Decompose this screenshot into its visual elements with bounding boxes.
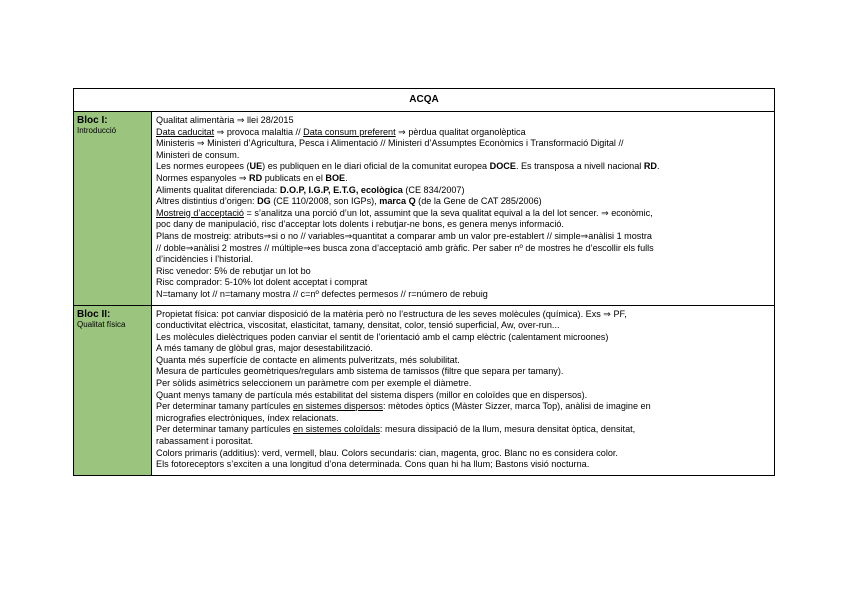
text-span: : mesura dissipació de la llum, mesura densitat òptica, densitat, (379, 424, 636, 435)
text-line: Les molècules dielèctriques poden canviar el sentit de l’orientació amb el camp elèctric (calentament microones) (156, 331, 609, 342)
text-span: publicats en el (262, 172, 326, 183)
bloc-2-row (74, 305, 775, 475)
text-line: Risc venedor: 5% de rebutjar un lot bo (156, 265, 311, 276)
text-span: . (345, 172, 348, 183)
underlined-term: en sistemes dispersos (292, 401, 383, 412)
text-line: A més tamany de glòbul gras, major desestabilització. (156, 343, 373, 354)
text-line (156, 196, 768, 208)
underlined-term: Data consum preferent (303, 126, 396, 137)
text-line: Quanta més superfície de contacte en aliments pulveritzats, més solubilitat. (156, 354, 460, 365)
text-line (156, 185, 768, 197)
text-span: Aliments qualitat diferenciada: (156, 184, 280, 195)
text-line: Risc comprador: 5-10% lot dolent acceptat i comprat (156, 277, 368, 288)
text-line: Propietat física: pot canviar disposició de la matèria però no l’estructura de les seves molècules (química). Exs ⇒ PF, (156, 308, 627, 319)
bloc-1-row (74, 112, 775, 306)
bloc-1-title: Bloc I: (77, 115, 108, 126)
text-line: Qualitat alimentària ⇒ llei 28/2015 (156, 115, 294, 125)
title-row (74, 89, 775, 112)
text-line (156, 161, 768, 173)
bold-term: marca Q (379, 196, 416, 207)
text-line (156, 127, 768, 139)
bold-term: UE (249, 161, 263, 172)
text-line (156, 401, 768, 413)
bloc-1-label (74, 112, 152, 306)
underlined-term: Mostreig d’acceptació (156, 207, 244, 218)
text-line: Quant menys tamany de partícula més estabilitat del sistema dispers (millor en coloïdes que en dispersos). (156, 389, 588, 400)
table-title: ACQA (74, 89, 775, 112)
text-span: ) es publiquen en le diari oficial de la comunitat europea (262, 161, 490, 172)
bloc-1-content (152, 112, 775, 306)
text-line: poc dany de manipulació, risc d’acceptar lots dolents i rebutjar-ne bons, es genera menys informació. (156, 219, 564, 230)
text-line (156, 173, 768, 185)
text-line: N=tamany lot // n=tamany mostra // c=nº defectes permesos // r=número de rebuig (156, 288, 488, 299)
text-line (156, 424, 768, 436)
text-span: (de la Gene de CAT 285/2006) (415, 196, 542, 207)
text-line: // doble⇒anàlisi 2 mostres // múltiple⇒es busca zona d’acceptació amb gràfic. Per saber nº de mostres he d’escollir els fulls (156, 242, 654, 253)
bloc-2-title: Bloc II: (77, 308, 111, 320)
bold-term: RD (249, 172, 263, 183)
notes-table (73, 88, 775, 476)
text-line: Ministeri de consum. (156, 149, 240, 160)
text-span: Les normes europees ( (156, 161, 250, 172)
text-span: Per determinar tamany partícules (156, 424, 293, 435)
bloc-2-label (74, 305, 152, 475)
bloc-2-subtitle: Qualitat física (77, 319, 126, 329)
bold-term: D.O.P, I.G.P, E.T.G, ecològica (279, 184, 403, 195)
underlined-term: en sistemes coloïdals (292, 424, 380, 435)
text-line: micrografies electròniques, índex relacionats. (156, 412, 339, 423)
text-line: Plans de mostreig: atributs⇒si o no // variables⇒quantitat a comparar amb un valor pre-establert // simple⇒anàlisi 1 mostra (156, 230, 652, 241)
bold-term: DOCE (489, 161, 516, 172)
text-span: : mètodes òptics (Màster Sizzer, marca Top), anàlisi de imagine en (382, 401, 651, 412)
text-line: d’incidències i l’historial. (156, 254, 254, 265)
bloc-1-subtitle: Introducció (77, 126, 117, 135)
text-span: ⇒ provoca malaltia // (214, 126, 304, 137)
text-span: Altres distintius d’origen: (156, 196, 258, 207)
text-line: rabassament i porositat. (156, 436, 254, 447)
text-span: (CE 834/2007) (402, 184, 465, 195)
text-span: = s’analitza una porció d’un lot, assumint que la seva qualitat equival a la del lot sencer. ⇒ econòmic, (243, 207, 653, 218)
text-line: Per sòlids asimètrics seleccionem un paràmetre com per exemple el diàmetre. (156, 378, 472, 389)
text-span: . Es transposa a nivell nacional (515, 161, 644, 172)
text-line: Colors primaris (additius): verd, vermell, blau. Colors secundaris: cian, magenta, groc. Blanc no es considera color. (156, 447, 618, 458)
text-line: Mesura de partícules geomètriques/regulars amb sistema de tamissos (filtre que separa per tamany). (156, 366, 564, 377)
text-line (156, 208, 768, 220)
bold-term: BOE (325, 172, 346, 183)
bloc-2-content (152, 305, 775, 475)
bold-term: DG (257, 196, 271, 207)
text-span: . (656, 161, 660, 172)
text-line: conductivitat elèctrica, viscositat, elasticitat, tamany, densitat, color, tensió superficial, Aw, over-run... (156, 320, 560, 331)
text-span: Normes espanyoles ⇒ (156, 172, 250, 183)
text-line: Els fotoreceptors s’exciten a una longitud d’ona determinada. Cons quan hi ha llum; Bastons visió nocturna. (156, 459, 590, 470)
text-line: Ministeris ⇒ Ministeri d’Agricultura, Pesca i Alimentació // Ministeri d’Assumptes Econòmics i Transformació Digital // (156, 138, 624, 149)
text-span: Per determinar tamany partícules (156, 401, 293, 412)
text-span: (CE 110/2008, son IGPs), (270, 196, 380, 207)
bold-term: RD (643, 161, 657, 172)
text-span: ⇒ pèrdua qualitat organolèptica (395, 126, 526, 137)
underlined-term: Data caducitat (156, 126, 215, 137)
